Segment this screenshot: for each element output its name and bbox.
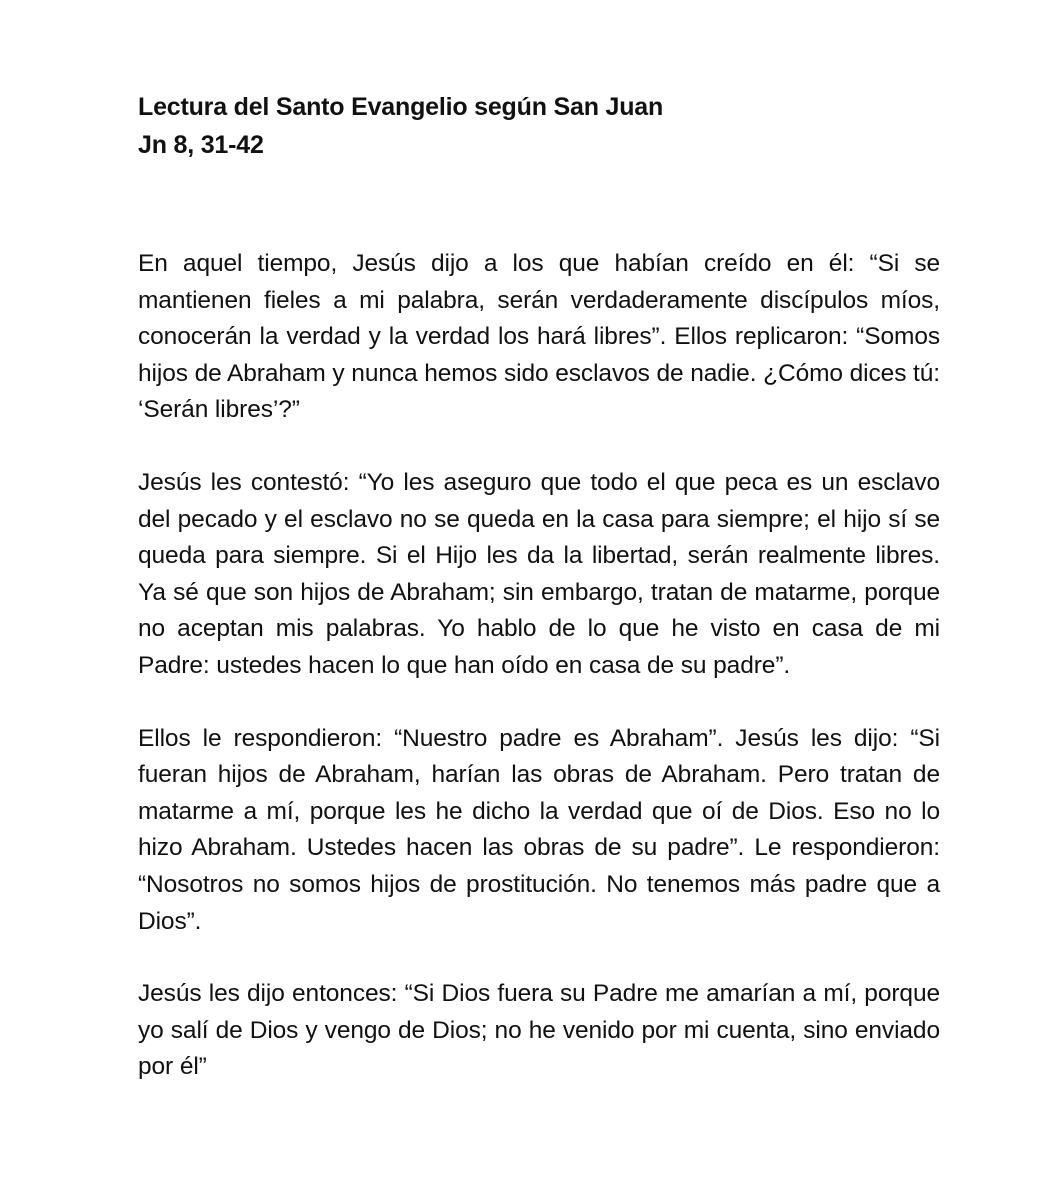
paragraph-4: Jesús les dijo entonces: “Si Dios fuera su Padre me amarían a mí, porque yo salí de Dios y vengo de Dios; no he venido por mi cuenta, sino enviado por él”: [138, 980, 940, 1081]
paragraph-1: En aquel tiempo, Jesús dijo a los que habían creído en él: “Si se mantienen fieles a mi palabra, serán verdaderamente discípulos míos, conocerán la verdad y la verdad los hará libres”. Ellos replicaron: “Somos hijos de Abraham y nunca hemos sido esclavos de nadie. ¿Cómo dices tú: ‘Serán libres’?”: [138, 250, 940, 424]
reading-body: [138, 246, 940, 1086]
bible-reference: Jn 8, 31-42: [138, 131, 264, 159]
reading-heading: [138, 88, 940, 164]
reading-title: Lectura del Santo Evangelio según San Juan: [138, 93, 664, 121]
paragraph-3: Ellos le respondieron: “Nuestro padre es Abraham”. Jesús les dijo: “Si fueran hijos de Abraham, harían las obras de Abraham. Pero tratan de matarme a mí, porque les he dicho la verdad que oí de Dios. Eso no lo hizo Abraham. Ustedes hacen las obras de su padre”. Le respondieron: “Nosotros no somos hijos de prostitución. No tenemos más padre que a Dios”.: [138, 724, 940, 935]
paragraph-2: Jesús les contestó: “Yo les aseguro que todo el que peca es un esclavo del pecado y el esclavo no se queda en la casa para siempre; el hijo sí se queda para siempre. Si el Hijo les da la libertad, serán realmente libres. Ya sé que son hijos de Abraham; sin embargo, tratan de matarme, porque no aceptan mis palabras. Yo hablo de lo que he visto en casa de mi Padre: ustedes hacen lo que han oído en casa de su padre”.: [138, 468, 940, 679]
document-page: [138, 88, 940, 1122]
